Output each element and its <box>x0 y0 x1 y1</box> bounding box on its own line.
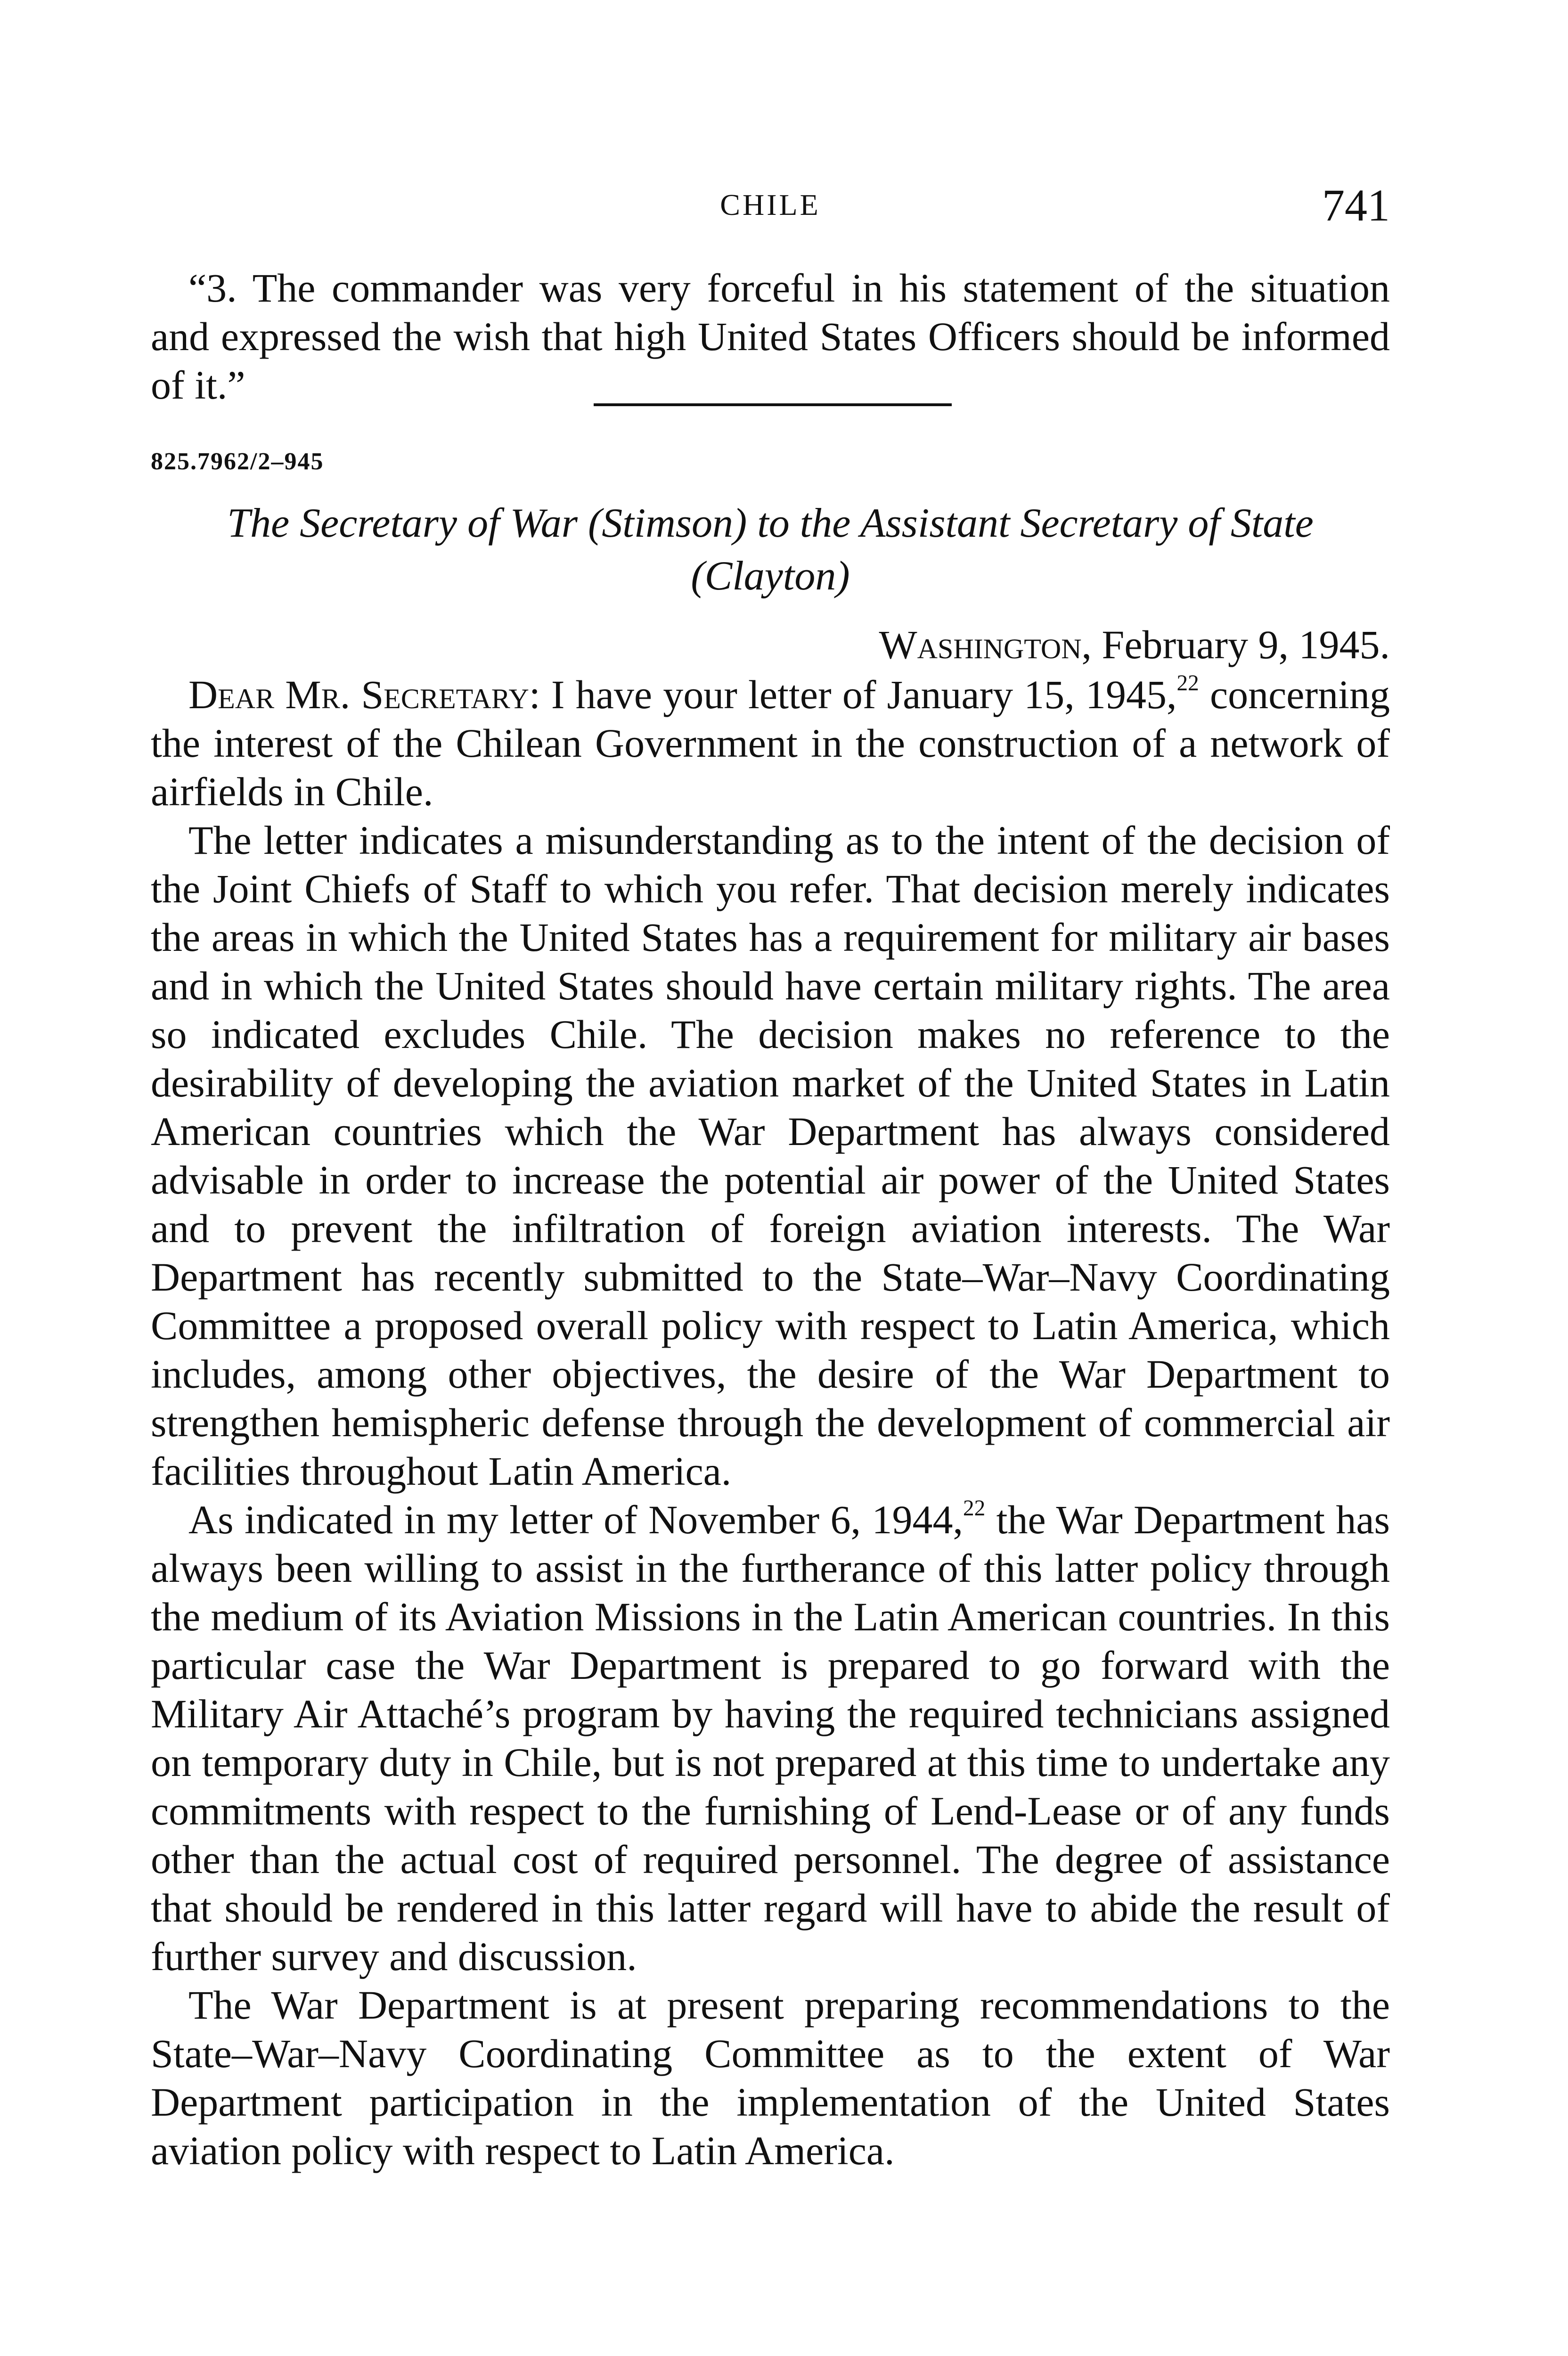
running-head <box>151 179 1390 236</box>
paragraph-1-rest: concerning the interest of the Chilean Government in the construction of a network of airfields in Chile. <box>151 672 1390 814</box>
quoted-paragraph <box>151 264 1390 409</box>
footnote-ref: 22 <box>1176 671 1199 696</box>
dateline <box>879 621 1390 668</box>
quote-text: “3. The commander was very forceful in his statement of the situation and expressed the wish that high United States Officers should be informed of it.” <box>151 265 1390 408</box>
file-number: 825.7962/2–945 <box>151 448 324 475</box>
footnote-ref: 22 <box>963 1496 986 1521</box>
paragraph-4: The War Department is at present preparing recommendations to the State–War–Navy Coordinating Committee as to the extent of War Department participation in the implementation of the United States aviation policy with respect to Latin America. <box>151 1982 1390 2173</box>
section-divider <box>594 403 952 406</box>
heading-line-1: The Secretary of War (Stimson) to the Assistant Secretary of State <box>227 500 1314 546</box>
paragraph-3-start: As indicated in my letter of November 6, 1944, <box>188 1497 963 1542</box>
dateline-date: , February 9, 1945. <box>1081 622 1390 667</box>
paragraph-3 <box>151 1496 1390 1981</box>
page-number: 741 <box>1322 180 1390 230</box>
paragraph-1-text: I have your letter of January 15, 1945, <box>540 672 1177 717</box>
heading-line-2: (Clayton) <box>691 553 850 599</box>
paragraph-2: The letter indicates a misunderstanding as to the intent of the decision of the Joint Chiefs of Staff to which you refer. That decision merely indicates the areas in which the United States has a requirement for military air bases and in which the United States should have certain military rights. The area so indicated excludes Chile. The decision makes no reference to the desirability of developing the aviation market of the United States in Latin American countries which the War Department has always considered advisable in order to increase the potential air power of the United States and to prevent the infiltration of foreign aviation interests. The War Department has recently submitted to the State–War–Navy Coordinating Committee a proposed overall policy with respect to Latin America, which includes, among other objectives, the desire of the War Department to strengthen hemispheric defense through the development of commercial air facilities throughout Latin America. <box>151 818 1390 1494</box>
dateline-city: Washington <box>879 622 1082 667</box>
paragraph-1 <box>151 671 1390 816</box>
document-heading <box>151 497 1390 603</box>
running-title: CHILE <box>720 188 821 221</box>
letter-body <box>151 671 1390 2175</box>
salutation: Dear Mr. Secretary: <box>188 672 540 717</box>
paragraph-3-rest: the War Department has always been willing to assist in the furtherance of this latter policy through the medium of its Aviation Missions in the Latin American countries. In this particular case the War Department is prepared to go forward with the Military Air Attaché’s program by having the required technicians assigned on temporary duty in Chile, but is not prepared at this time to undertake any commitments with respect to the furnishing of Lend-Lease or of any funds other than the actual cost of required personnel. The degree of assistance that should be rendered in this latter regard will have to abide the result of further survey and discussion. <box>151 1497 1390 1979</box>
